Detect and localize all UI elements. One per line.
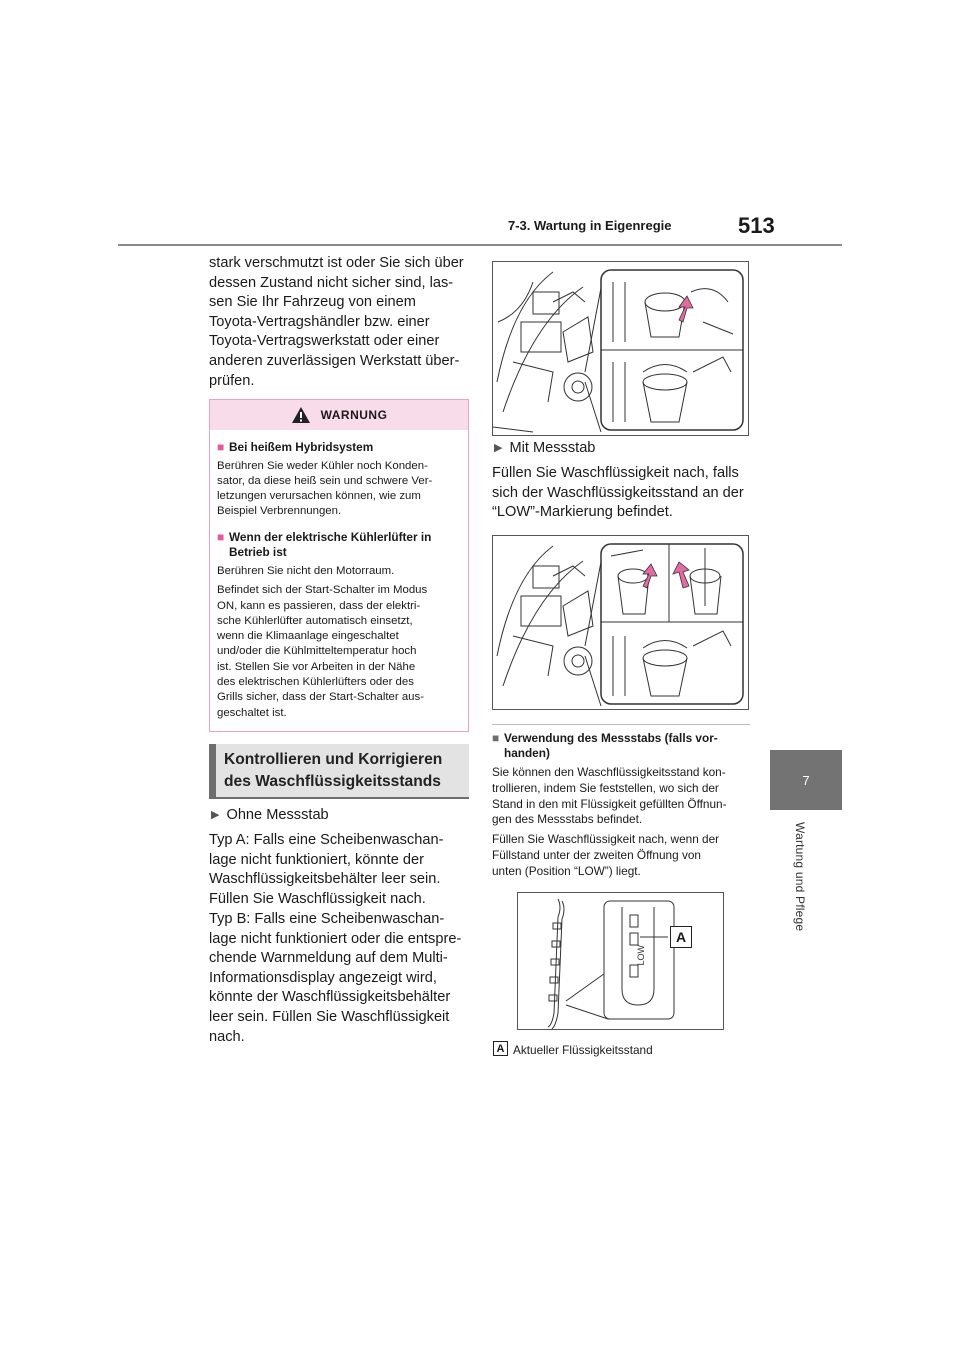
callout-a: A bbox=[670, 926, 692, 948]
square-bullet-icon: ■ bbox=[217, 440, 225, 454]
text-line: dessen Zustand nicht sicher sind, las- bbox=[209, 274, 454, 291]
chapter-label: Wartung und Pflege bbox=[793, 822, 807, 932]
chapter-tab: 7 bbox=[770, 750, 842, 810]
text-line: Toyota-Vertragswerkstatt oder einer bbox=[209, 333, 440, 350]
text-line: stark verschmutzt ist oder Sie sich über bbox=[209, 255, 464, 271]
warning-paragraph: Berühren Sie nicht den Motorraum. bbox=[217, 564, 395, 577]
triangle-bullet-icon: ▶ bbox=[494, 442, 503, 454]
section-heading: Kontrollieren und Korrigieren des Waschflüssigkeitsstands bbox=[209, 744, 469, 799]
warning-box bbox=[209, 399, 469, 732]
mit-messstab-label: ▶ Mit Messstab bbox=[494, 439, 595, 460]
dipstick-illustration bbox=[517, 892, 724, 1030]
dipstick-paragraph-2: Füllen Sie Waschflüssigkeit nach, wenn der Füllstand unter der zweiten Öffnung von unten (Position “LOW”) liegt. bbox=[492, 832, 720, 878]
dipstick-paragraph-1: Sie können den Waschflüssigkeitsstand kon- trollieren, indem Sie feststellen, wo sich der Stand in den mit Flüssigkeit gefüllten Öffnun- gen des Messstabs befindet. bbox=[492, 765, 727, 827]
warning-subheading: ■ Wenn der elektrische Kühlerlüfter in Betrieb ist bbox=[217, 529, 432, 560]
typ-b-paragraph: Typ B: Falls eine Scheibenwaschan- lage nicht funktioniert oder die entspre- chende Warnmeldung auf dem Multi- Informationsdisplay angezeigt wird, könnte der Waschflüssigkeitsbehälter leer sein. Füllen Sie Waschflüssigkeit nach. bbox=[209, 911, 462, 1045]
warning-triangle-icon bbox=[291, 406, 311, 424]
dipstick-drawing bbox=[518, 893, 724, 1030]
engine-bay-illustration bbox=[492, 261, 749, 436]
typ-a-paragraph: Typ A: Falls eine Scheibenwaschan- lage nicht funktioniert, könnte der Waschflüssigkeitsbehälter leer sein. Füllen Sie Waschflüssigkeit nach. bbox=[209, 832, 444, 907]
warning-subheading: ■ Bei heißem Hybridsystem bbox=[217, 440, 374, 454]
warning-header bbox=[210, 400, 468, 430]
text-line: Toyota-Vertragshändler bzw. einer bbox=[209, 313, 430, 330]
engine-bay-dipstick-drawing bbox=[493, 536, 749, 710]
engine-bay-drawing bbox=[493, 262, 749, 436]
mit-messstab-paragraph: Füllen Sie Waschflüssigkeit nach, falls sich der Waschflüssigkeitsstand an der “LOW”-Markierung befindet. bbox=[492, 465, 744, 521]
text-line: sen Sie Ihr Fahrzeug von einem bbox=[209, 294, 416, 311]
running-header-section: 7-3. Wartung in Eigenregie bbox=[508, 218, 672, 233]
low-mark-label: LOW bbox=[636, 945, 646, 966]
text-line: anderen zuverlässigen Werkstatt über- bbox=[209, 352, 460, 369]
legend-text: Aktueller Flüssigkeitsstand bbox=[513, 1043, 653, 1057]
warning-paragraph: Berühren Sie weder Kühler noch Konden- sator, da diese heiß sein und schwere Ver- letzungen verursachen können, wie zum Beispiel Verbrennungen. bbox=[217, 459, 433, 518]
intro-paragraph bbox=[209, 254, 471, 391]
square-bullet-icon: ■ bbox=[217, 529, 225, 544]
ohne-messstab-label: ▶ Ohne Messstab bbox=[211, 806, 329, 827]
page-number: 513 bbox=[738, 213, 775, 238]
square-bullet-icon: ■ bbox=[492, 731, 500, 745]
engine-bay-dipstick-illustration bbox=[492, 535, 749, 710]
section-divider bbox=[492, 724, 750, 725]
dipstick-subheading: ■ Verwendung des Messstabs (falls vor- handen) bbox=[492, 731, 718, 760]
warning-paragraph: Befindet sich der Start-Schalter im Modus ON, kann es passieren, dass der elektri- sche Kühlerlüfter automatisch einsetzt, wenn die Klimaanlage eingeschaltet und/oder die Kühlmitteltemperatur hoch ist. Stellen Sie vor Arbeiten in der Nähe des elektrischen Kühlerlüfters oder des Grills sicher, dass der Start-Schalter aus- geschaltet ist. bbox=[217, 584, 428, 719]
warning-title: WARNUNG bbox=[320, 408, 388, 422]
triangle-bullet-icon: ▶ bbox=[211, 809, 220, 821]
header-rule bbox=[118, 244, 842, 246]
text-line: prüfen. bbox=[209, 372, 255, 389]
legend-callout-a: A bbox=[493, 1041, 508, 1056]
